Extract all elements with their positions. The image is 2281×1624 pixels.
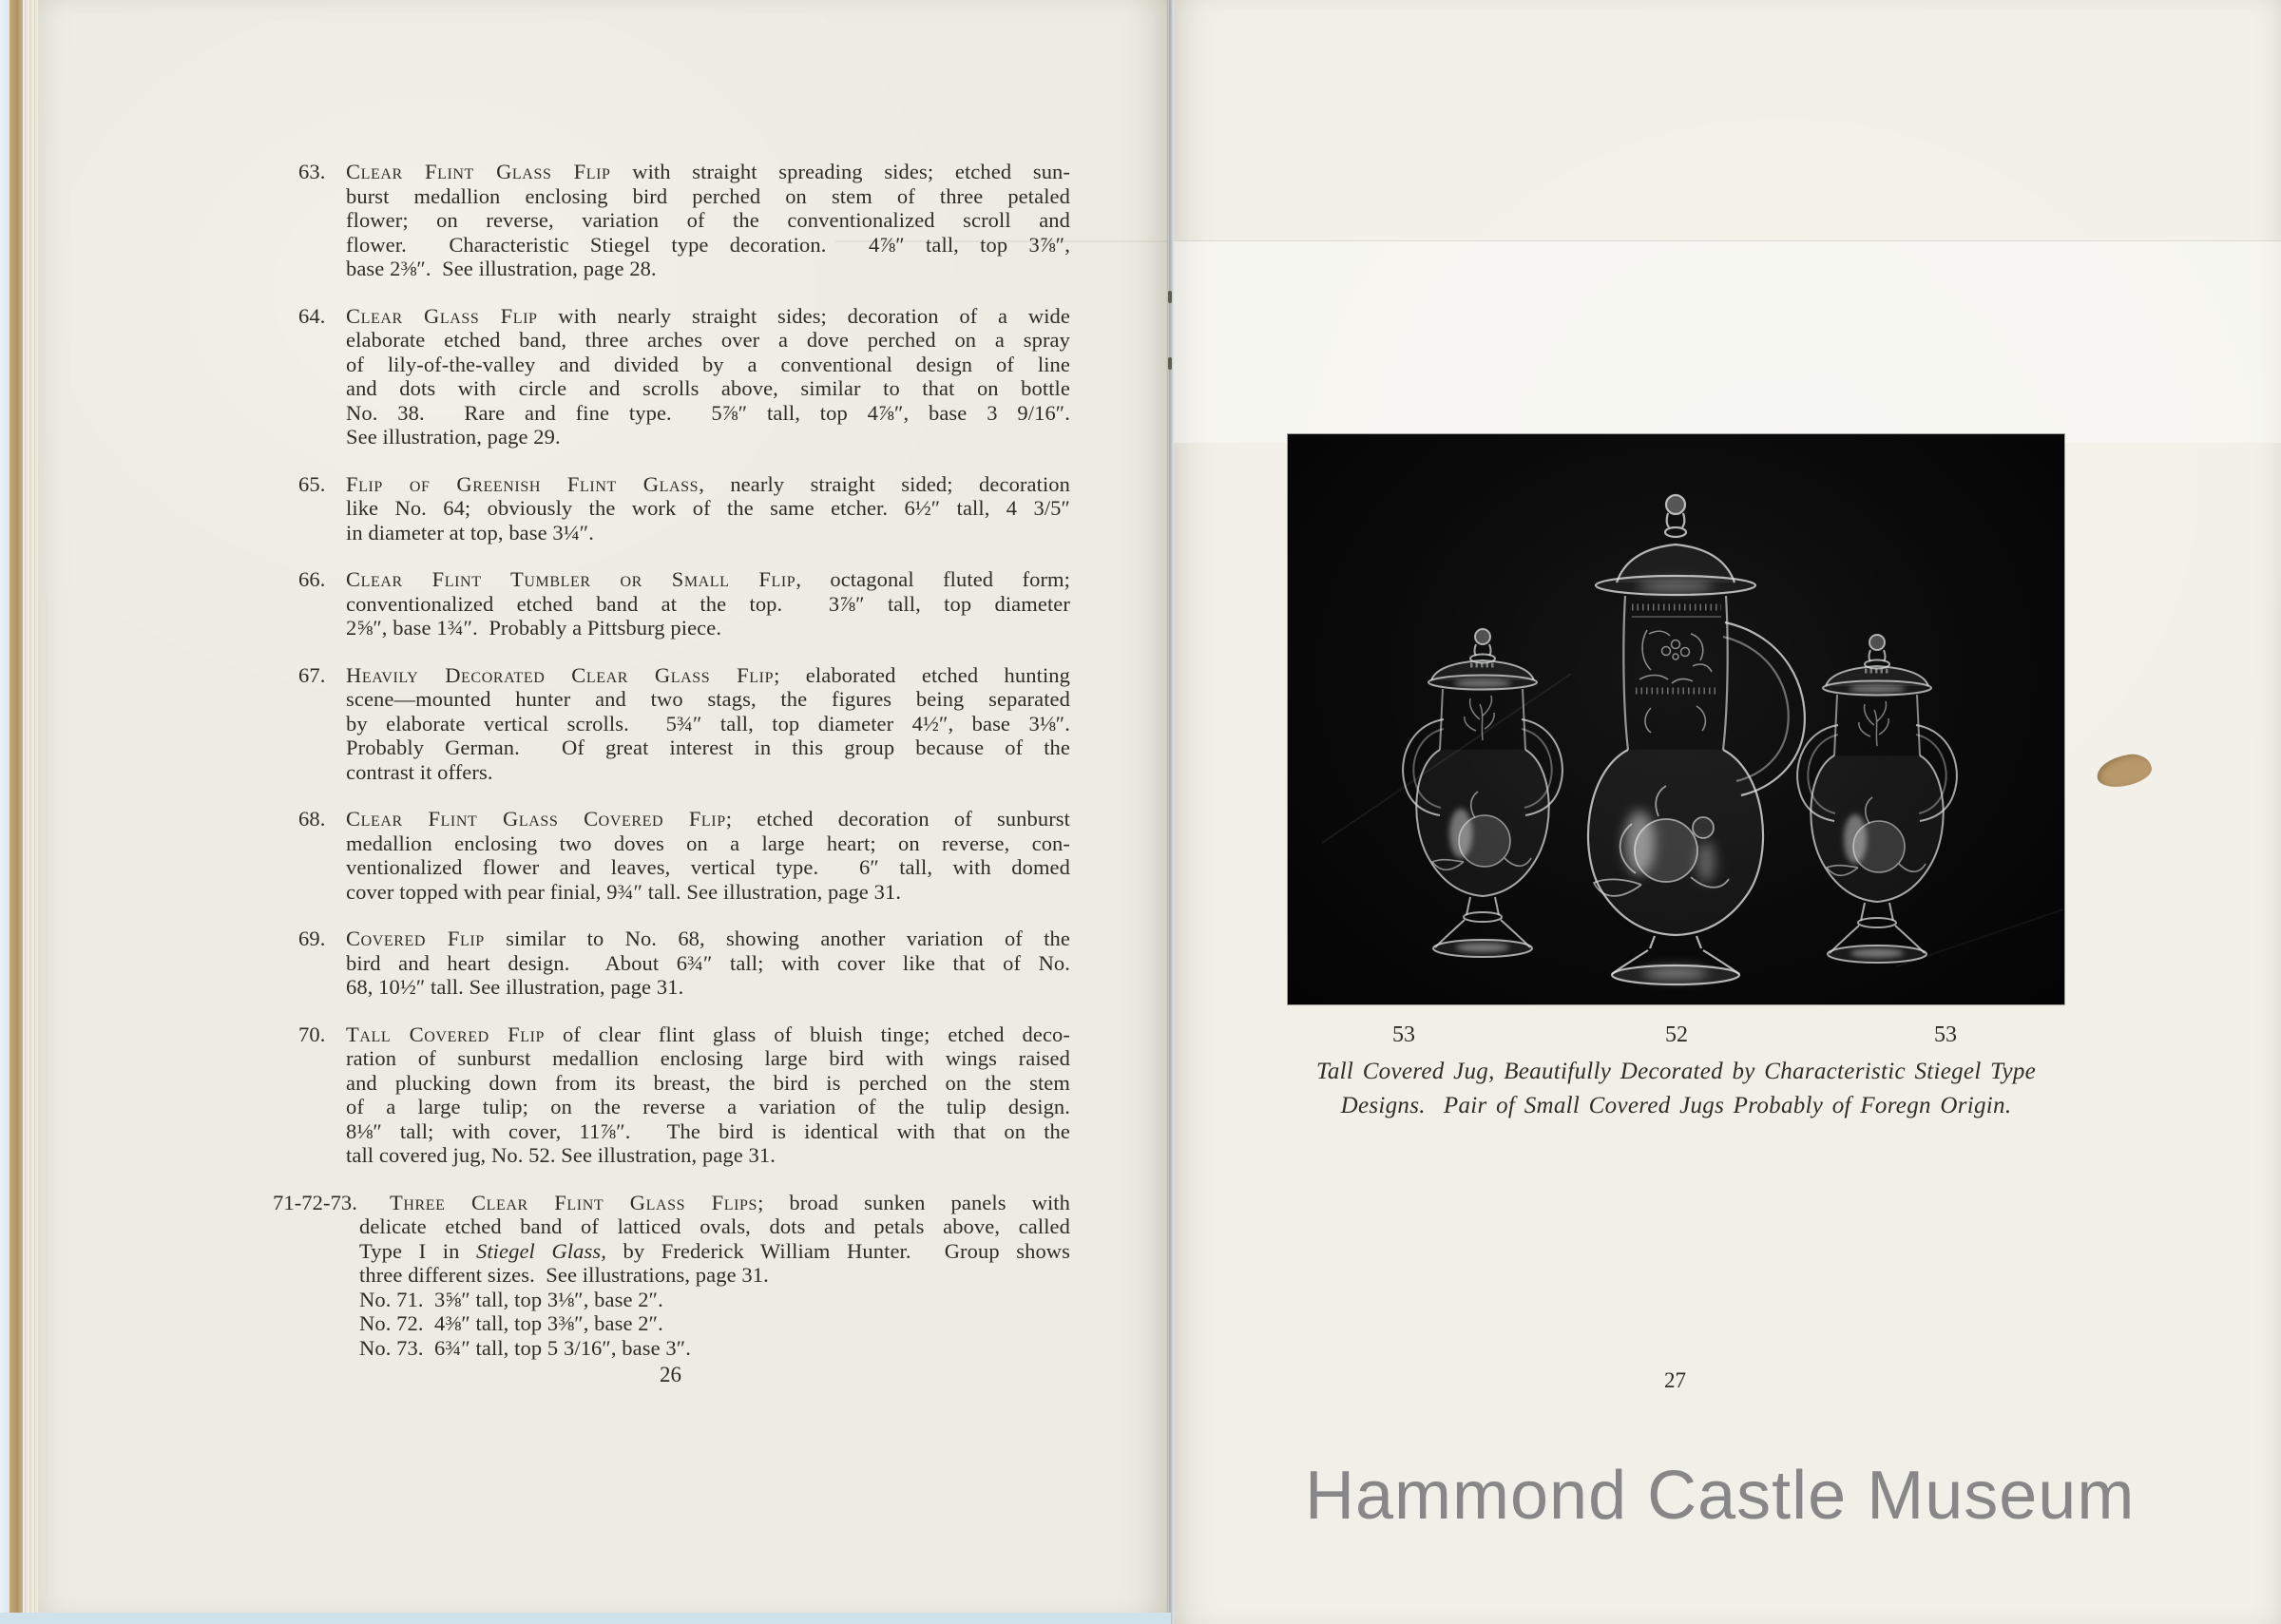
entry-line: Clear Flint Tumbler or Small Flip, octagonal fluted form; <box>346 567 1070 591</box>
entry-line: No. 72. 4⅜″ tall, top 3⅜″, base 2″. <box>359 1311 663 1335</box>
entry-number: 68. <box>298 807 326 831</box>
entry-number: 69. <box>298 927 326 950</box>
entry-line: Clear Flint Glass Flip with straight spreading sides; etched sun- <box>346 160 1070 183</box>
entry-line: flower. Characteristic Stiegel type decoration. 4⅞″ tall, top 3⅞″, <box>346 232 1070 257</box>
entry-line: Clear Glass Flip with nearly straight sides; decoration of a wide <box>346 303 1070 328</box>
entry-line: contrast it offers. <box>346 759 493 784</box>
entry-number: 67. <box>298 662 326 687</box>
catalog-entry <box>298 807 1070 904</box>
catalog-entries <box>273 160 1071 1383</box>
entry-line: Covered Flip similar to No. 68, showing another variation of the <box>346 927 1070 950</box>
page-edges <box>23 0 38 1624</box>
entry-line: by elaborate vertical scrolls. 5¾″ tall, top diameter 4½″, base 3⅛″. <box>346 711 1070 736</box>
entry-line: flower; on reverse, variation of the conventionalized scroll and <box>346 208 1070 232</box>
glass-jugs-photo <box>1288 434 2064 1004</box>
figure-number: 52 <box>1665 1022 1688 1047</box>
stitch-mark <box>1168 357 1172 370</box>
left-page <box>38 0 1168 1615</box>
entry-line: No. 38. Rare and fine type. 5⅞″ tall, top 4⅞″, base 3 9/16″. <box>346 400 1070 425</box>
entry-number: 64. <box>298 303 326 328</box>
entry-line: ration of sunburst medallion enclosing large bird with wings raised <box>346 1046 1070 1070</box>
entry-line: tall covered jug, No. 52. See illustration, page 31. <box>346 1143 776 1167</box>
entry-line: Probably German. Of great interest in this group because of the <box>346 736 1070 759</box>
entry-line: conventionalized etched band at the top. 3⅞″ tall, top diameter <box>346 591 1070 616</box>
tall-covered-jug <box>1588 495 1805 984</box>
entry-line: Clear Flint Glass Covered Flip; etched decoration of sunburst <box>346 807 1070 831</box>
glass-jugs-illustration <box>1288 434 2064 1004</box>
page-number-right: 27 <box>1664 1368 1686 1392</box>
scanner-background-bottom <box>0 1613 1171 1624</box>
stitch-mark <box>1168 291 1172 303</box>
figure-number: 53 <box>1392 1022 1415 1047</box>
caption-line: Designs. Pair of Small Covered Jugs Probably of Foregn Origin. <box>1340 1093 2012 1118</box>
catalog-entry <box>298 567 1070 640</box>
small-covered-jug <box>1797 635 1957 963</box>
entry-line: Heavily Decorated Clear Glass Flip; elaborated etched hunting <box>346 662 1070 687</box>
entry-line: 8⅛″ tall; with cover, 11⅞″. The bird is identical with that on the <box>346 1118 1070 1143</box>
entry-line: of a large tulip; on the reverse a variation of the tulip design. <box>346 1095 1070 1118</box>
entry-line: Flip of Greenish Flint Glass, nearly straight sided; decoration <box>346 471 1071 496</box>
entry-line: in diameter at top, base 3¼″. <box>346 520 594 545</box>
catalog-entry <box>298 663 1070 785</box>
entry-line: and dots with circle and scrolls above, similar to that on bottle <box>346 376 1070 400</box>
caption-line: Tall Covered Jug, Beautifully Decorated by Characteristic Stiegel Type <box>1315 1059 2037 1084</box>
entry-line: three different sizes. See illustrations, page 31. <box>359 1263 769 1287</box>
entry-line: Type I in Stiegel Glass, by Frederick William Hunter. Group shows <box>359 1238 1071 1263</box>
catalog-entry <box>273 1190 1071 1361</box>
entry-line: of lily-of-the-valley and divided by a conventional design of line <box>346 352 1070 376</box>
catalog-entry <box>298 160 1070 281</box>
entry-line: elaborate etched band, three arches over a dove perched on a spray <box>346 328 1070 352</box>
entry-line: like No. 64; obviously the work of the same etcher. 6½″ tall, 4 3/5″ <box>346 496 1070 520</box>
entry-line: scene—mounted hunter and two stags, the figures being separated <box>346 687 1070 711</box>
entry-line: delicate etched band of latticed ovals, dots and petals above, called <box>359 1214 1070 1238</box>
entry-line: 2⅝″, base 1¾″. Probably a Pittsburg piece. <box>346 616 722 640</box>
entry-line: 68, 10½″ tall. See illustration, page 31. <box>346 975 684 999</box>
entry-number: 71-72-73. <box>273 1190 358 1214</box>
entry-line: No. 73. 6¾″ tall, top 5 3/16″, base 3″. <box>359 1335 691 1360</box>
catalog-entry <box>298 927 1070 1000</box>
paper-stain <box>2095 752 2154 791</box>
page-number-left: 26 <box>660 1363 681 1386</box>
entry-number: 70. <box>298 1022 326 1046</box>
entry-line: and plucking down from its breast, the bird is perched on the stem <box>346 1070 1070 1095</box>
entry-line: bird and heart design. About 6¾″ tall; with cover like that of No. <box>346 950 1070 975</box>
entry-number: 65. <box>298 471 326 496</box>
entry-number: 63. <box>298 160 326 183</box>
entry-line: cover topped with pear finial, 9¾″ tall. See illustration, page 31. <box>346 879 902 904</box>
right-page <box>1174 0 2281 1624</box>
catalog-entry <box>298 304 1070 449</box>
entry-line: No. 71. 3⅝″ tall, top 3⅛″, base 2″. <box>359 1287 663 1311</box>
entry-line: medallion enclosing two doves on a large heart; on reverse, con- <box>346 831 1070 855</box>
entry-line: base 2⅜″. See illustration, page 28. <box>346 257 657 280</box>
figure-number: 53 <box>1934 1022 1957 1047</box>
entry-line: Tall Covered Flip of clear flint glass of bluish tinge; etched deco- <box>346 1022 1070 1046</box>
book-cover-edge <box>10 0 23 1624</box>
entry-number: 66. <box>298 567 326 591</box>
small-covered-jug <box>1403 629 1562 957</box>
entry-line: Three Clear Flint Glass Flips; broad sunken panels with <box>390 1190 1070 1214</box>
watermark: Hammond Castle Museum <box>1305 1458 2136 1534</box>
entry-line: ventionalized flower and leaves, vertical type. 6″ tall, with domed <box>346 855 1070 879</box>
entry-line: burst medallion enclosing bird perched on stem of three petaled <box>346 183 1070 208</box>
catalog-entry <box>298 472 1070 545</box>
book-gutter <box>1166 0 1174 1624</box>
scan-light-band <box>1174 240 2281 443</box>
figure-caption <box>1259 1055 2093 1123</box>
entry-line: See illustration, page 29. <box>346 425 561 449</box>
catalog-entry <box>298 1022 1070 1168</box>
